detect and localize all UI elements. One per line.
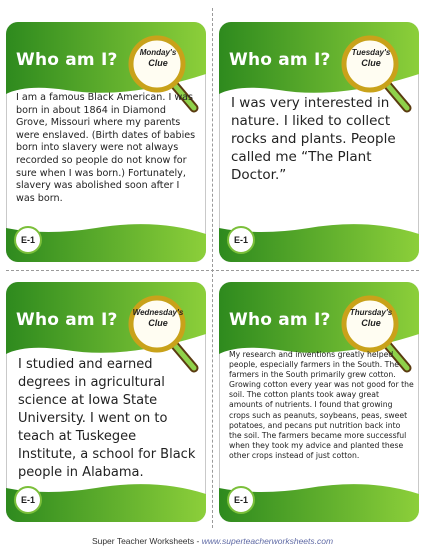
card-title: Who am I? — [229, 310, 331, 330]
clue-card-tuesday — [219, 22, 419, 262]
card-code-badge: E-1 — [14, 486, 42, 514]
card-title: Who am I? — [229, 50, 331, 70]
clue-word: Clue — [361, 58, 381, 68]
clue-text: I studied and earned degrees in agricultural science at Iowa State University. I went on to teach at Tuskegee Institute, a school for Black people in Alabama. — [18, 357, 196, 480]
clue-label — [130, 48, 186, 68]
clue-word: Clue — [148, 318, 168, 328]
card-code-badge: E-1 — [227, 226, 255, 254]
clue-day: Thursday's — [349, 308, 393, 317]
footer-separator: - — [194, 536, 202, 546]
page-footer — [0, 536, 425, 546]
clue-word: Clue — [148, 58, 168, 68]
clue-label — [130, 308, 186, 328]
card-title: Who am I? — [16, 310, 118, 330]
clue-day: Wednesday's — [132, 308, 184, 317]
clue-card-wednesday — [6, 282, 206, 522]
clue-text: I was very interested in nature. I liked to collect rocks and plants. People called me “The Plant Doctor.” — [231, 95, 396, 183]
clue-word: Clue — [361, 318, 381, 328]
clue-text: My research and inventions greatly helped people, especially farmers in the South. The farmers in the South primarily grew cotton. Growing cotton every year was not good for the soil. The cotton plants took away great amounts of nutrients. I found that growing crops such as peanuts, soybeans, peas, sweet potatoes, and pecans put nutrition back into the soil. The farmers became more successful when they took my advice and planted these other crops instead of just cotton. — [229, 350, 414, 460]
card-title: Who am I? — [16, 50, 118, 70]
cut-line-horizontal — [6, 270, 419, 271]
clue-card-monday — [6, 22, 206, 262]
cut-line-vertical — [212, 8, 213, 528]
card-code-badge: E-1 — [14, 226, 42, 254]
clue-day: Tuesday's — [351, 48, 391, 57]
card-code-badge: E-1 — [227, 486, 255, 514]
clue-day: Monday's — [139, 48, 177, 57]
clue-label — [343, 48, 399, 68]
footer-brand: Super Teacher Worksheets — [91, 536, 195, 546]
footer-url-link[interactable]: www.superteacherworksheets.com — [201, 536, 334, 546]
clue-label — [343, 308, 399, 328]
clue-text: I am a famous Black American. I was born in about 1864 in Diamond Grove, Missouri where my parents were enslaved. (Birth dates of babies born into slavery were not always recorded so people do not know for sure when I was born.) Fortunately, slavery was abolished soon after I was born. — [16, 92, 196, 204]
clue-card-thursday — [219, 282, 419, 522]
